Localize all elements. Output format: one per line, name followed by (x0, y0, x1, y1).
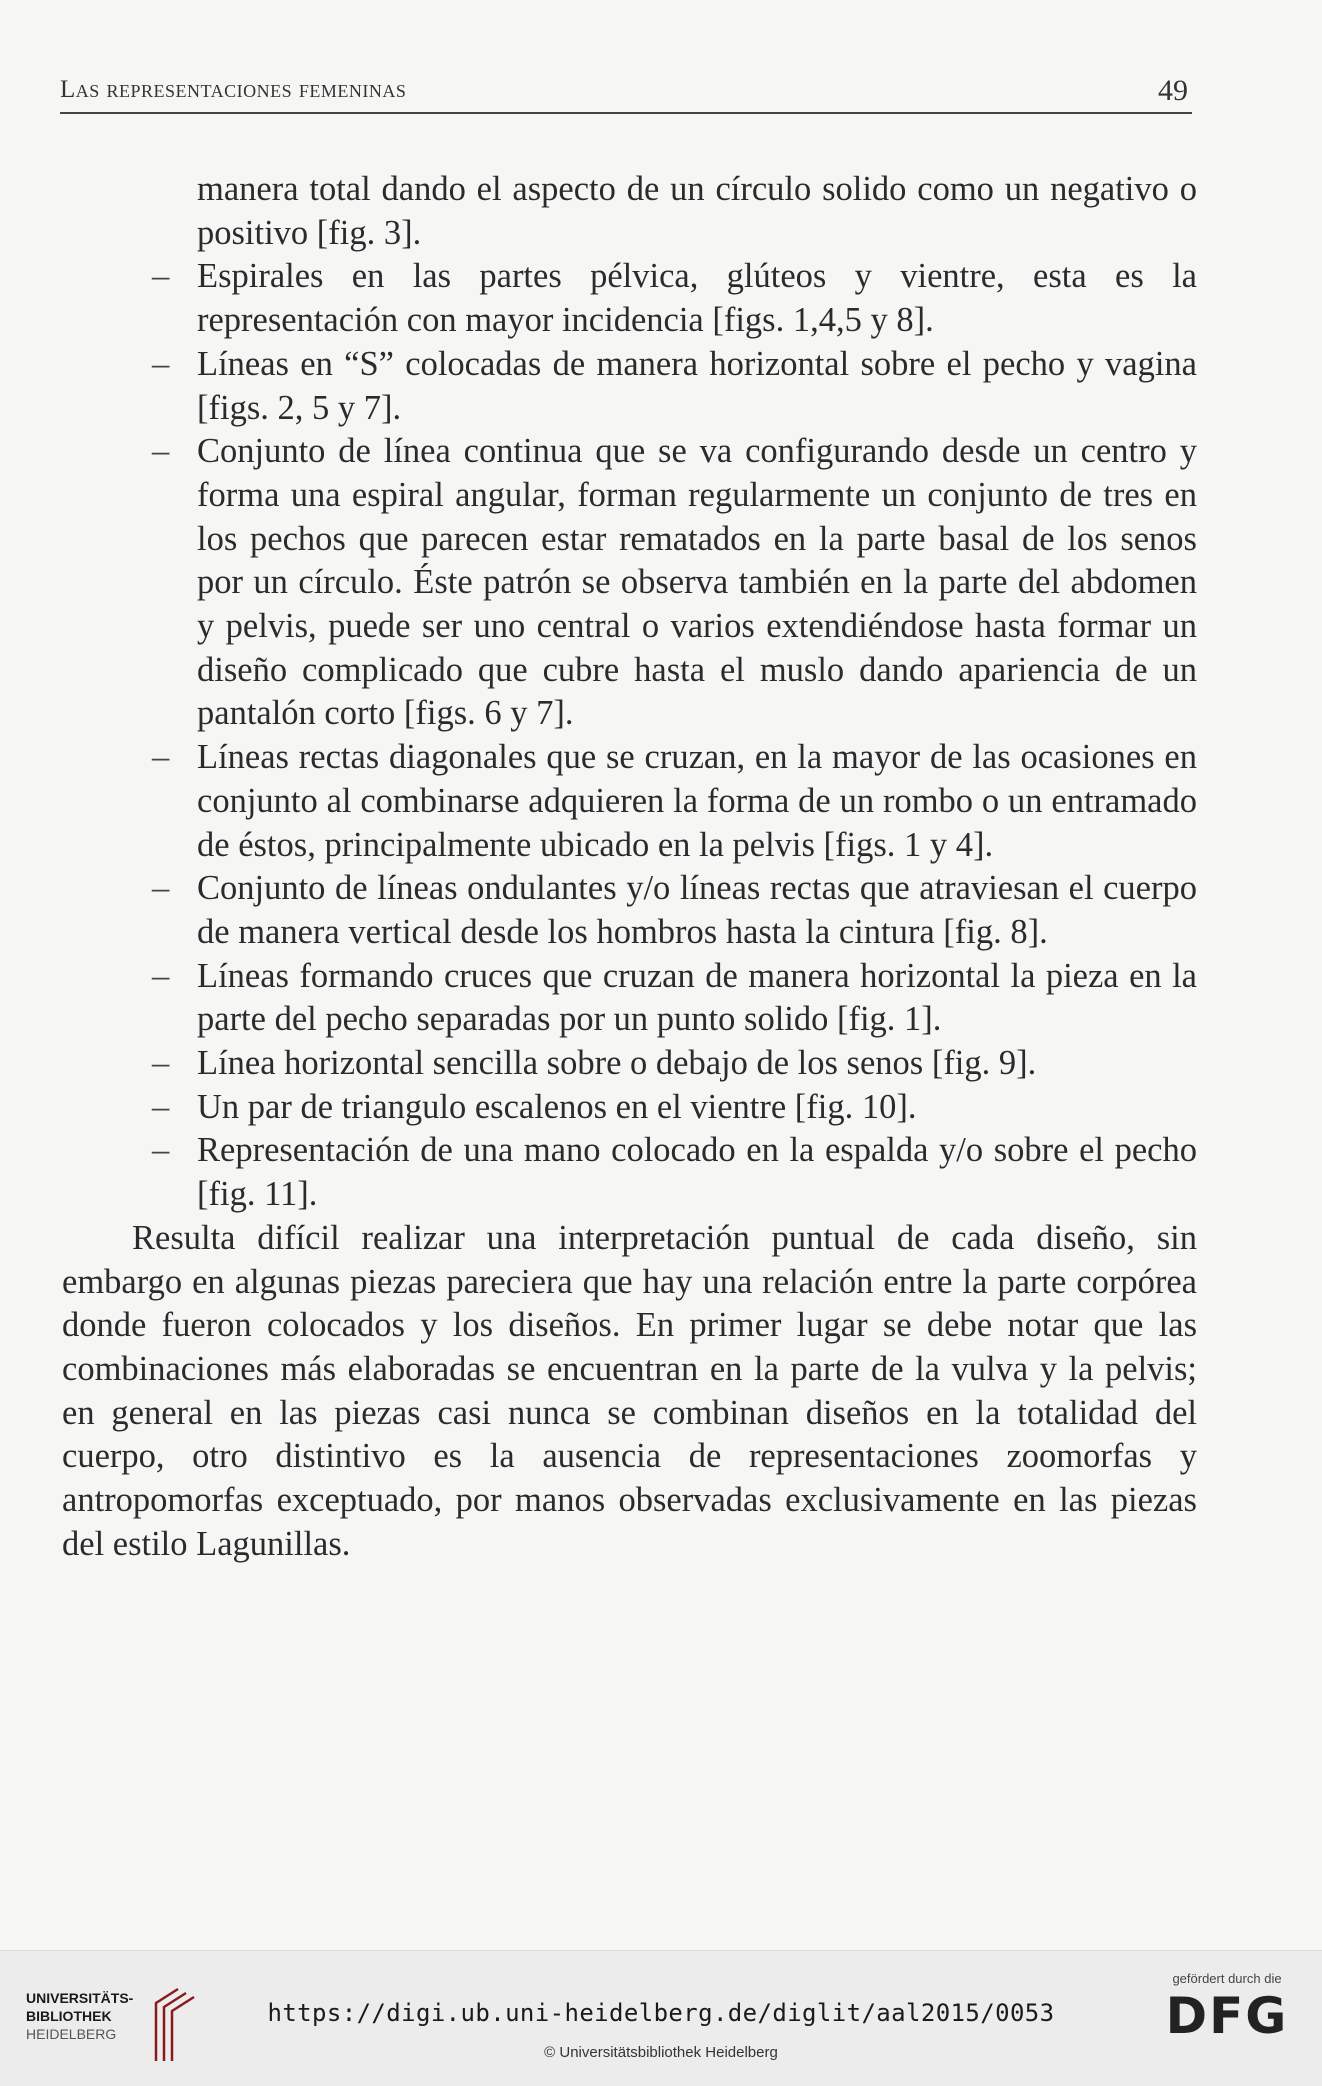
dfg-logo: DFG (1165, 1987, 1289, 2045)
list-item-text: Línea horizontal sencilla sobre o debajo de los senos [fig. 9]. (197, 1044, 1037, 1083)
list-item (62, 867, 1197, 954)
running-head (60, 72, 1192, 114)
list-dash: – (152, 1131, 170, 1170)
funder-caption: gefördert durch die (1172, 1971, 1282, 1986)
list-item (62, 1129, 1197, 1216)
list-dash: – (152, 1044, 170, 1083)
list-dash: – (152, 432, 170, 471)
page-body (62, 168, 1197, 1567)
list-item-text: Representación de una mano colocado en la espalda y/o sobre el pecho [fig. 11]. (197, 1131, 1197, 1214)
list-item (62, 1042, 1197, 1086)
list-dash: – (152, 738, 170, 777)
copyright-notice: © Universitätsbibliothek Heidelberg (544, 2044, 778, 2061)
list-item-text: Espirales en las partes pélvica, glúteos y vientre, esta es la representación con mayor incidencia [figs. 1,4,5 y 8]. (197, 257, 1197, 340)
list-dash: – (152, 1087, 170, 1126)
list-item (62, 430, 1197, 736)
list-item-text: manera total dando el aspecto de un círculo solido como un negativo o positivo [fig. 3]. (197, 170, 1197, 252)
list-dash: – (152, 344, 170, 383)
list-item-text: Líneas rectas diagonales que se cruzan, en la mayor de las ocasiones en conjunto al combinarse adquieren la forma de un rombo o un entramado de éstos, principalmente ubicado en la pelvis [figs. 1 y 4]. (197, 738, 1197, 864)
list-dash: – (152, 869, 170, 908)
list-item-text: Conjunto de líneas ondulantes y/o líneas rectas que atraviesan el cuerpo de manera vertical desde los hombros hasta la cintura [fig. 8]. (197, 869, 1197, 951)
list-item (62, 255, 1197, 342)
page-number: 49 (1158, 74, 1188, 107)
list-item (62, 343, 1197, 430)
list-item-text: Líneas formando cruces que cruzan de manera horizontal la pieza en la parte del pecho separadas por un punto solido [fig. 1]. (197, 956, 1197, 1039)
library-line3: HEIDELBERG (26, 2026, 117, 2042)
list-item (62, 955, 1197, 1042)
library-line2: BIBLIOTHEK (26, 2008, 112, 2024)
running-title: Las representaciones femeninas (60, 76, 407, 103)
list-item (62, 1086, 1197, 1130)
body-paragraph: Resulta difícil realizar una interpretación puntual de cada diseño, sin embargo en algunas piezas pareciera que hay una relación entre la parte corpórea donde fueron colocados y los diseños. En primer lugar se debe notar que las combinaciones más elaboradas se encuentran en la parte de la vulva y la pelvis; en general en las piezas casi nunca se combinan diseños en la totalidad del cuerpo, otro distintivo es la ausencia de representaciones zoomorfas y antropomorfas exceptuado, por manos observadas exclusivamente en las piezas del estilo Lagunillas. (62, 1218, 1197, 1563)
viewer-footer (0, 1950, 1322, 2086)
list-item (62, 736, 1197, 867)
library-line1: UNIVERSITÄTS- (26, 1990, 134, 2006)
funder-logo[interactable] (1162, 1971, 1292, 2071)
list-dash: – (152, 257, 170, 296)
list-item (62, 168, 1197, 255)
list-item-text: Líneas en “S” colocadas de manera horizontal sobre el pecho y vagina [figs. 2, 5 y 7]. (197, 344, 1197, 427)
list-item-text: Conjunto de línea continua que se va configurando desde un centro y forma una espiral angular, forman regularmente un conjunto de tres en los pechos que parecen estar rematados en la parte basal de los senos por un círculo. Éste patrón se observa también en la parte del abdomen y pelvis, puede ser uno central o varios extendiéndose hasta formar un diseño complicado que cubre hasta el muslo dando apariencia de un pantalón corto [figs. 6 y 7]. (197, 432, 1197, 733)
list-item-text: Un par de triangulo escalenos en el vientre [fig. 10]. (197, 1087, 917, 1126)
permalink-url[interactable]: https://digi.ub.uni-heidelberg.de/diglit/aal2015/0053 (267, 1999, 1055, 2027)
list-dash: – (152, 956, 170, 995)
